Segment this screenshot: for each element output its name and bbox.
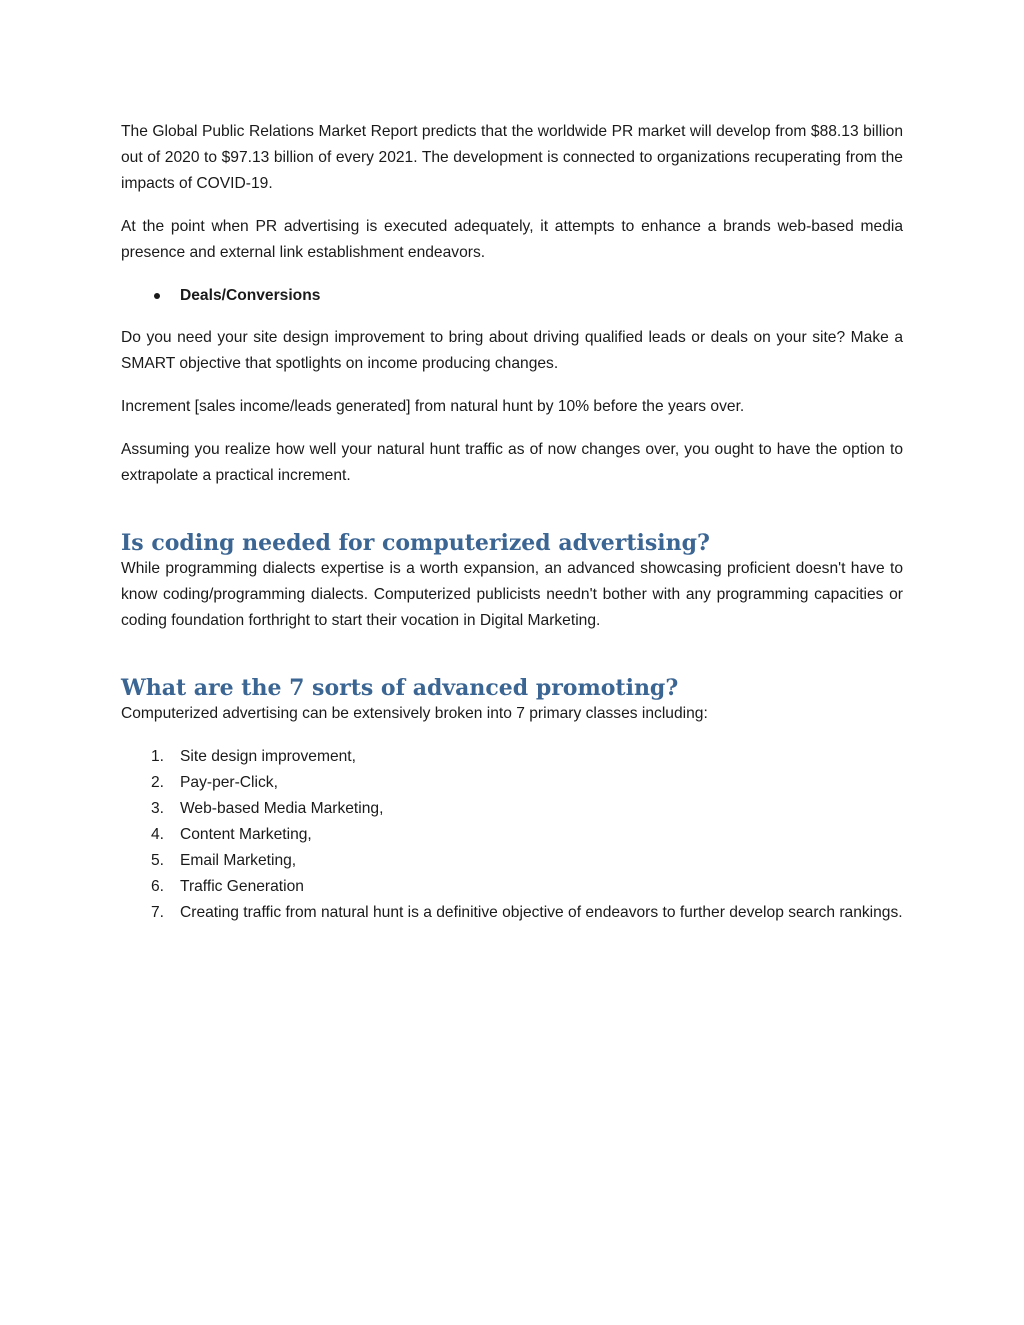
bullet-list <box>121 283 903 309</box>
list-item-number: 4. <box>151 826 165 843</box>
heading-sorts: What are the 7 sorts of advanced promoting? <box>121 675 679 701</box>
list-item <box>121 874 903 900</box>
intro-paragraph-market: The Global Public Relations Market Report predicts that the worldwide PR market will develop from $88.13 billion out of 2020 to $97.13 billion of every 2021. The development is connected to organizations recuperating from the impacts of COVID-19. <box>121 123 903 192</box>
bullet-item-deals <box>121 283 903 309</box>
document-page <box>121 119 903 926</box>
deals-paragraph-increment: Increment [sales income/leads generated] from natural hunt by 10% before the years over. <box>121 398 745 415</box>
list-item-number: 7. <box>151 904 165 921</box>
list-item-text: Pay-per-Click, <box>180 774 278 791</box>
list-item-number: 1. <box>151 748 165 765</box>
list-item-text: Traffic Generation <box>180 878 304 895</box>
deals-paragraph-extrapolate: Assuming you realize how well your natural hunt traffic as of now changes over, you ought to have the option to extrapolate a practical increment. <box>121 441 903 484</box>
list-item-number: 2. <box>151 774 165 791</box>
list-item <box>121 900 903 926</box>
bullet-item-label: Deals/Conversions <box>180 287 321 304</box>
list-item-text: Email Marketing, <box>180 852 297 869</box>
list-item-number: 5. <box>151 852 165 869</box>
list-item <box>121 822 903 848</box>
deals-paragraph-smart: Do you need your site design improvement to bring about driving qualified leads or deals on your site? Make a SMART objective that spotlights on income producing changes. <box>121 329 903 372</box>
list-item-number: 6. <box>151 878 165 895</box>
list-item <box>121 848 903 874</box>
list-item-text: Creating traffic from natural hunt is a definitive objective of endeavors to further develop search rankings. <box>180 904 903 921</box>
sorts-paragraph: Computerized advertising can be extensively broken into 7 primary classes including: <box>121 705 708 722</box>
numbered-list <box>121 744 903 926</box>
list-item <box>121 770 903 796</box>
heading-coding: Is coding needed for computerized advertising? <box>121 530 710 556</box>
coding-paragraph: While programming dialects expertise is a worth expansion, an advanced showcasing proficient doesn't have to know coding/programming dialects. Computerized publicists needn't bother with any programming capacities or coding foundation forthright to start their vocation in Digital Marketing. <box>121 560 903 629</box>
intro-paragraph-pr: At the point when PR advertising is executed adequately, it attempts to enhance a brands web-based media presence and external link establishment endeavors. <box>121 218 903 261</box>
list-item-text: Web-based Media Marketing, <box>180 800 384 817</box>
bullet-dot-icon <box>154 293 160 299</box>
list-item-number: 3. <box>151 800 165 817</box>
list-item-text: Site design improvement, <box>180 748 356 765</box>
list-item <box>121 796 903 822</box>
list-item <box>121 744 903 770</box>
list-item-text: Content Marketing, <box>180 826 312 843</box>
